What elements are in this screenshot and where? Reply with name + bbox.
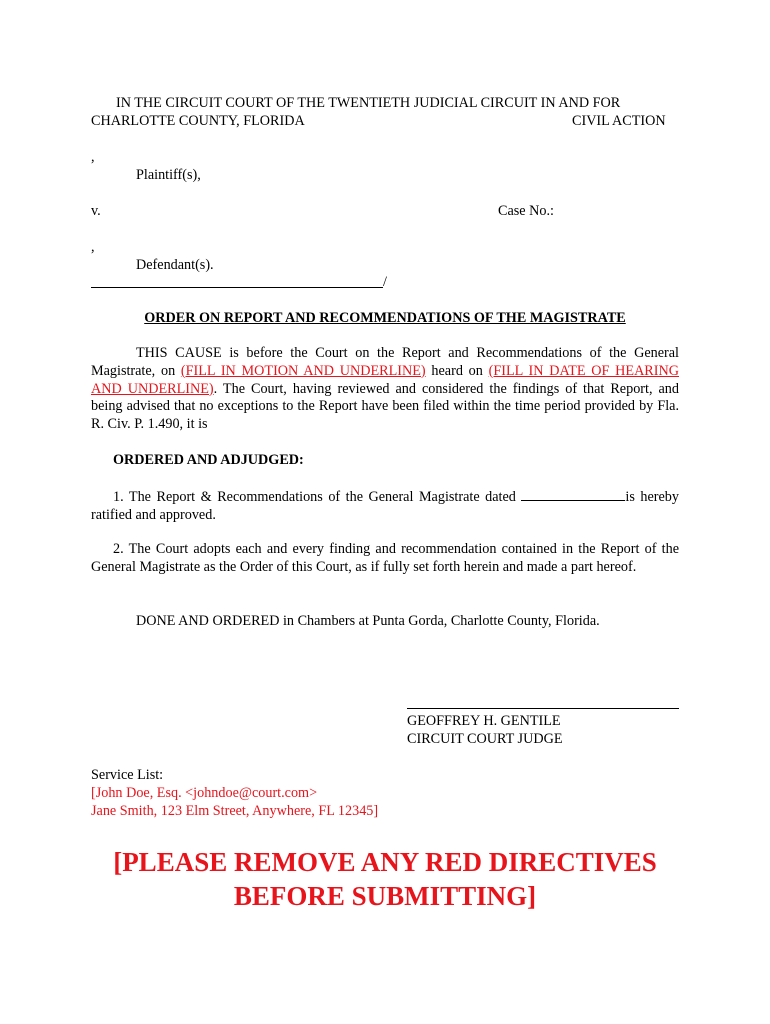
civil-action-label: CIVIL ACTION bbox=[572, 113, 666, 129]
item-2 bbox=[91, 541, 679, 577]
signature-line bbox=[407, 708, 679, 709]
notice-line-2: BEFORE SUBMITTING] bbox=[233, 881, 537, 911]
cause-paragraph bbox=[91, 345, 679, 434]
judge-title: CIRCUIT COURT JUDGE bbox=[407, 731, 563, 747]
order-title: ORDER ON REPORT AND RECOMMENDATIONS OF THE MAGISTRATE bbox=[144, 310, 626, 326]
caption-divider bbox=[91, 287, 383, 288]
service-list-label: Service List: bbox=[91, 767, 164, 783]
cause-text-c: . The Court, having reviewed and considered the findings of that Report, and being advised that no exceptions to the Report have been filed within the time period provided by Fla. R. Civ. P. 1.490, it is bbox=[91, 380, 679, 433]
hearing-date-directive: (FILL IN DATE OF HEARING AND UNDERLINE) bbox=[91, 362, 679, 397]
cause-text-a: THIS CAUSE is before the Court on the Report and Recommendations of the General Magistrate, on bbox=[91, 345, 679, 379]
motion-directive: (FILL IN MOTION AND UNDERLINE) bbox=[180, 362, 426, 379]
versus-label: v. bbox=[91, 203, 101, 219]
defendant-label: Defendant(s). bbox=[136, 257, 214, 273]
case-number-label: Case No.: bbox=[498, 203, 554, 219]
item-1 bbox=[91, 487, 679, 525]
county-heading: CHARLOTTE COUNTY, FLORIDA bbox=[91, 113, 305, 129]
done-ordered-line: DONE AND ORDERED in Chambers at Punta Gorda, Charlotte County, Florida. bbox=[136, 613, 600, 629]
item-1-end: is hereby ratified and approved. bbox=[91, 489, 679, 523]
service-list-entry-1: [John Doe, Esq. <johndoe@court.com> bbox=[91, 785, 318, 801]
plaintiff-name: , bbox=[91, 149, 95, 165]
item-2-text: 2. The Court adopts each and every finding and recommendation contained in the Report of the General Magistrate as the Order of this Court, as if fully set forth herein and made a part hereof. bbox=[91, 541, 679, 575]
item-1-text: 1. The Report & Recommendations of the General Magistrate dated bbox=[113, 489, 522, 505]
remove-directives-notice bbox=[40, 845, 730, 913]
court-heading: IN THE CIRCUIT COURT OF THE TWENTIETH JUDICIAL CIRCUIT IN AND FOR bbox=[116, 95, 621, 111]
caption-slash: / bbox=[383, 274, 387, 290]
ordered-heading: ORDERED AND ADJUDGED: bbox=[113, 452, 304, 468]
plaintiff-label: Plaintiff(s), bbox=[136, 167, 201, 183]
service-list-entry-2: Jane Smith, 123 Elm Street, Anywhere, FL 12345] bbox=[91, 803, 379, 819]
cause-text-b: heard on bbox=[425, 362, 489, 379]
date-blank[interactable] bbox=[521, 487, 625, 501]
notice-line-1: [PLEASE REMOVE ANY RED DIRECTIVES bbox=[113, 847, 657, 877]
judge-name: GEOFFREY H. GENTILE bbox=[407, 713, 561, 729]
defendant-name: , bbox=[91, 239, 95, 255]
